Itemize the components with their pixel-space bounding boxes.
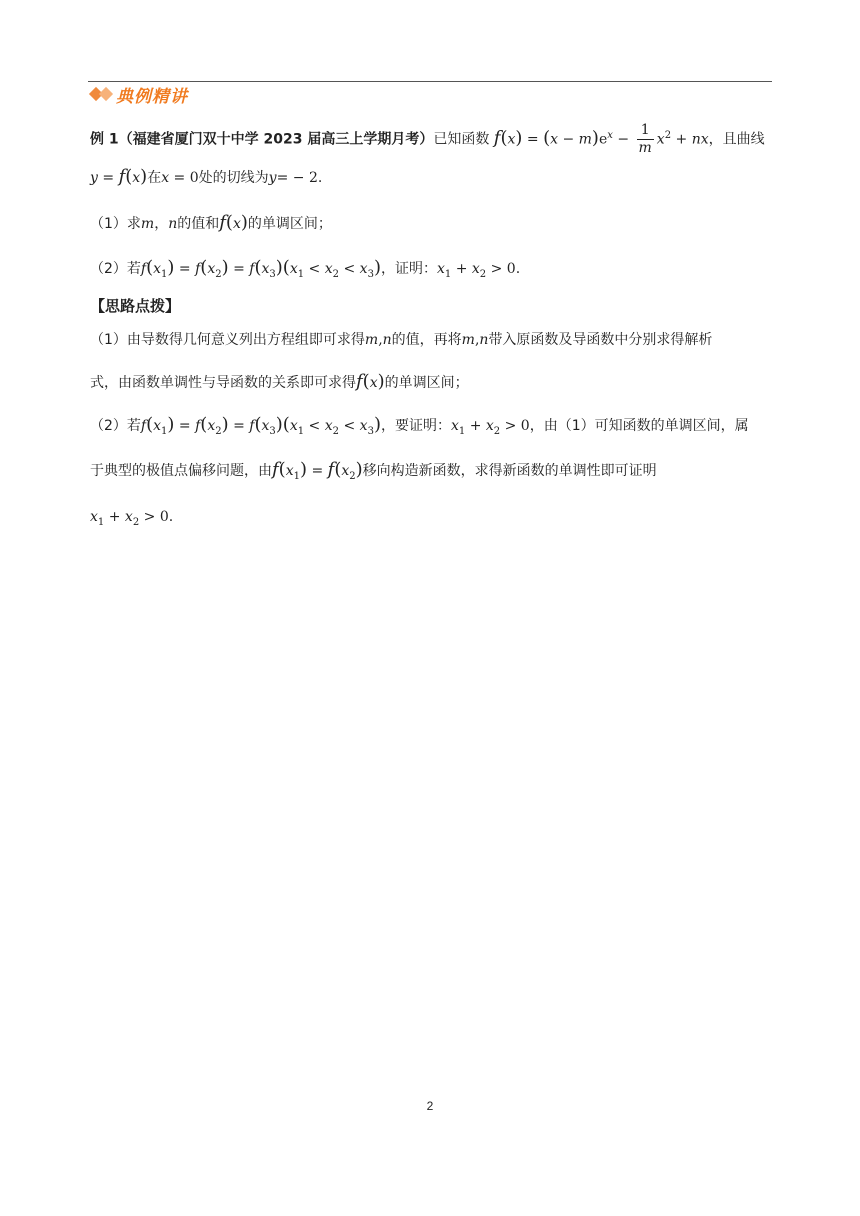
function-formula: f xyxy=(493,127,501,149)
hint-p2-line1: （2）若$f(x_1) = f(x_2) = f(x_3)(x_1 < x_2 < x_3)$，要证明：$x_1 + x_2 > 0$，由（1）可知函数的单调区间，属 xyxy=(90,414,749,437)
hint-heading: 【思路点拨】 xyxy=(90,297,181,315)
hint-p1-line2: 式，由函数单调性与导函数的关系即可求得f(x)的单调区间； xyxy=(90,371,469,392)
header-rule xyxy=(88,81,772,82)
hint-p2-line3: $x_1 + x_2 > 0$. xyxy=(90,509,174,528)
diamond-icon xyxy=(90,86,116,102)
page-number: 2 xyxy=(426,1099,434,1113)
example-line-1: 例 1（福建省厦门双十中学 2023 届高三上学期月考）已知函数 $f(x) = (x - m)e^x$ − $\frac{1}{m}$ $x^2$ + nx，且曲线 xyxy=(90,122,765,156)
fraction: $\frac{1}{m}$ xyxy=(638,122,652,156)
question-2: （2）若$f(x_1) = f(x_2) = f(x_3)(x_1 < x_2 < x_3)$，证明：$x_1 + x_2 > 0$. xyxy=(90,257,521,280)
banner-title: 典例精讲 xyxy=(116,86,188,107)
example-line-2: y = f(x)在x = 0处的切线为y= − 2. xyxy=(90,166,323,187)
example-label: 例 1（福建省厦门双十中学 2023 届高三上学期月考） xyxy=(90,131,434,148)
hint-p1-line1: （1）由导数得几何意义列出方程组即可求得m,n的值，再将m,n带入原函数及导函数中分别求得解析 xyxy=(90,332,713,348)
question-1: （1）求m，n的值和f(x)的单调区间； xyxy=(90,212,332,233)
section-banner xyxy=(90,83,188,105)
hint-p2-line2: 于典型的极值点偏移问题，由$f(x_1) = f(x_2)$移向构造新函数，求得新函数的单调性即可证明 xyxy=(90,459,657,482)
